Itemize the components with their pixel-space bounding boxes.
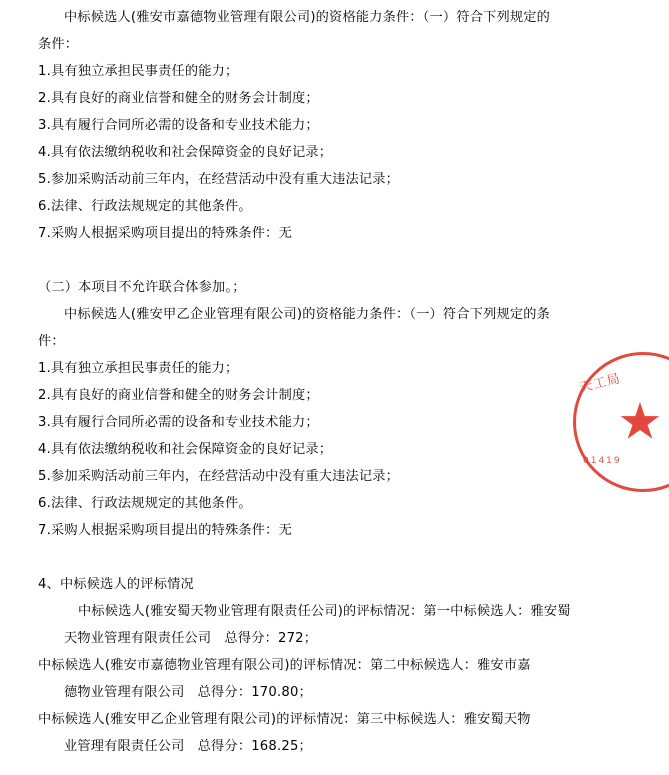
paragraph-line: 中标候选人(雅安市嘉德物业管理有限公司)的评标情况：第二中标候选人：雅安市嘉 <box>38 658 531 673</box>
seal-bottom-text: 01419 <box>583 456 622 466</box>
paragraph-line: 4.具有依法缴纳税收和社会保障资金的良好记录； <box>38 442 333 457</box>
paragraph-line: 7.采购人根据采购项目提出的特殊条件：无 <box>38 523 292 538</box>
paragraph-line: 1.具有独立承担民事责任的能力； <box>38 64 239 79</box>
paragraph-line: 中标候选人(雅安甲乙企业管理有限公司)的评标情况：第三中标候选人：雅安蜀天物 <box>38 712 531 727</box>
paragraph-line: 德物业管理有限公司 总得分：170.80； <box>64 685 312 700</box>
paragraph-line: 6.法律、行政法规规定的其他条件。 <box>38 496 252 511</box>
seal-top-text: 天工局 <box>578 371 623 397</box>
paragraph-line: （二）本项目不允许联合体参加。； <box>38 280 246 295</box>
paragraph-line: 天物业管理有限责任公司 总得分：272； <box>64 631 318 646</box>
paragraph-line: 中标候选人(雅安市嘉德物业管理有限公司)的资格能力条件：（一）符合下列规定的 <box>64 10 551 25</box>
paragraph-spacer <box>38 544 629 571</box>
paragraph-line: 3.具有履行合同所必需的设备和专业技术能力； <box>38 415 319 430</box>
paragraph-line: 件： <box>38 334 65 349</box>
paragraph-line: 2.具有良好的商业信誉和健全的财务会计制度； <box>38 91 319 106</box>
paragraph-line: 业管理有限责任公司 总得分：168.25； <box>64 739 312 754</box>
paragraph-line: 条件： <box>38 37 79 52</box>
paragraph-line: 中标候选人(雅安蜀天物业管理有限责任公司)的评标情况：第一中标候选人：雅安蜀 <box>78 604 571 619</box>
paragraph-line: 5.参加采购活动前三年内，在经营活动中没有重大违法记录； <box>38 469 400 484</box>
paragraph-line: 6.法律、行政法规规定的其他条件。 <box>38 199 252 214</box>
paragraph-line: 中标候选人(雅安甲乙企业管理有限公司)的资格能力条件：（一）符合下列规定的条 <box>64 307 551 322</box>
paragraph-line: 4、中标候选人的评标情况 <box>38 577 194 592</box>
paragraph-line: 4.具有依法缴纳税收和社会保障资金的良好记录； <box>38 145 333 160</box>
paragraph-line: 7.采购人根据采购项目提出的特殊条件：无 <box>38 226 292 241</box>
paragraph-line: 5.参加采购活动前三年内，在经营活动中没有重大违法记录； <box>38 172 400 187</box>
paragraph-line: 3.具有履行合同所必需的设备和专业技术能力； <box>38 118 319 133</box>
paragraph-spacer <box>38 247 629 274</box>
document-text-body <box>38 4 629 760</box>
paragraph-line: 2.具有良好的商业信誉和健全的财务会计制度； <box>38 388 319 403</box>
paragraph-line: 1.具有独立承担民事责任的能力； <box>38 361 239 376</box>
